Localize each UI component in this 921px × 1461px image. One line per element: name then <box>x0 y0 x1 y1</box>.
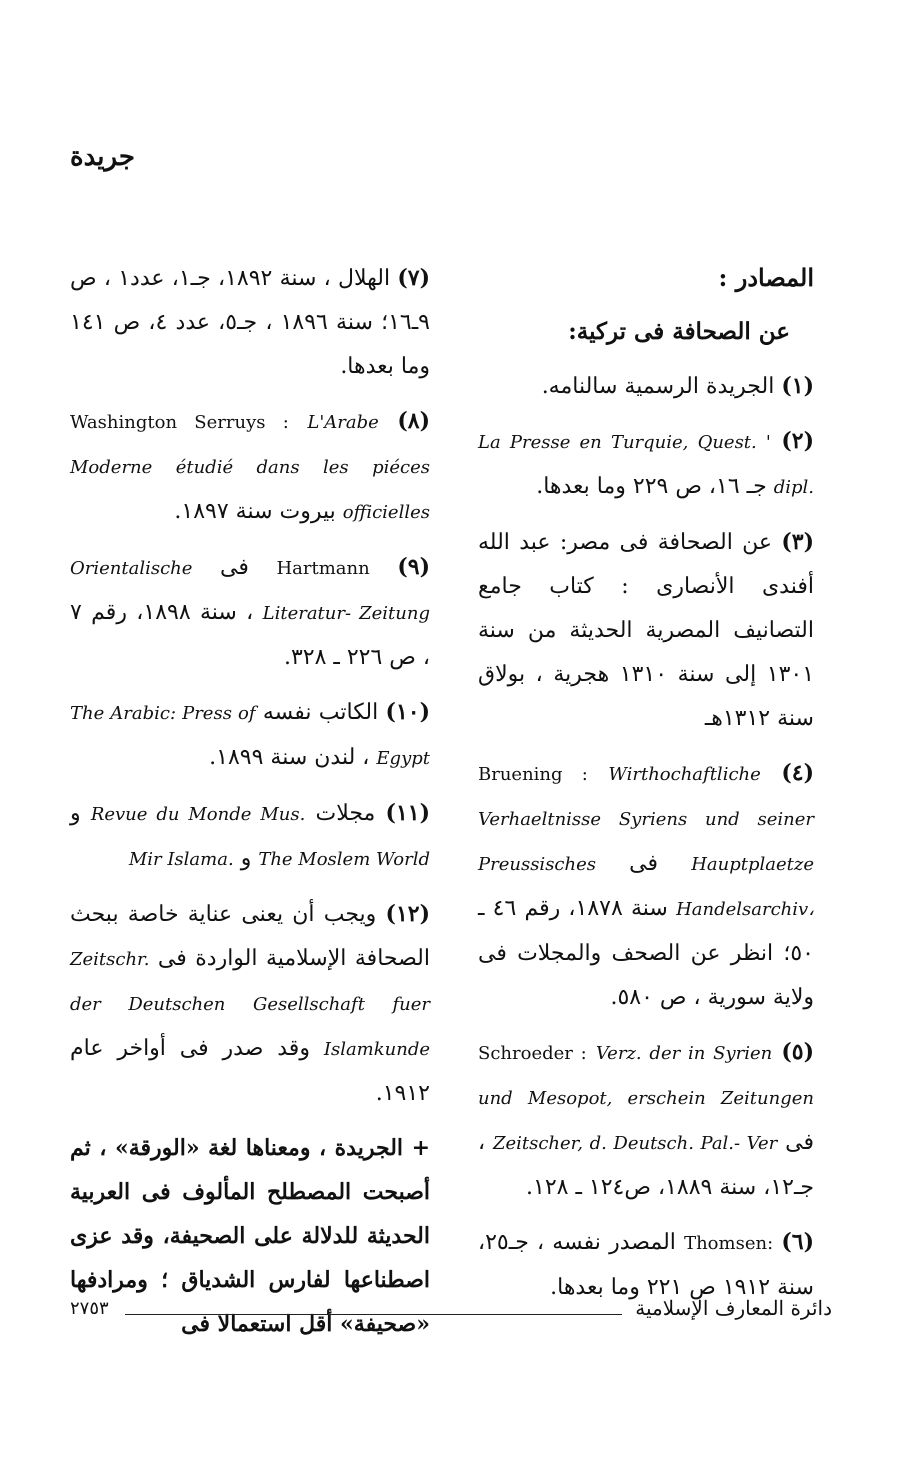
reference-item: (١٠) الكاتب نفسه The Arabic: Press of Egypt ، لندن سنة ١٨٩٩. <box>70 699 431 770</box>
reference-item: (١١) مجلات Revue du Monde Mus. و The Moslem World و Mir Islama. <box>70 800 430 871</box>
footer-title: دائرة المعارف الإسلامية <box>635 1296 832 1320</box>
reference-item: (٢) La Presse en Turquie, Quest. ' dipl. جـ ١٦، ص ٢٢٩ وما بعدها. <box>478 428 815 499</box>
reference-item: (٩) Hartmann فى Orientalische Literatur- Zeitung ، سنة ١٨٩٨، رقم ٧ ، ص ٢٢٦ ـ ٣٢٨. <box>70 554 430 670</box>
reference-item: (٥) Schroeder : Verz. der in Syrien und Mesopot, erschein Zeitungen فى Zeitscher, d. Deutsch. Pal.- Ver ، جـ١٢، سنة ١٨٨٩، ص١٢٤ ـ ١٢٨. <box>478 1039 815 1200</box>
reference-item: (٤) Bruening : Wirthochaftliche Verhaeltnisse Syriens und seiner Hauptplaetze فى Preussisches Handelsarchiv، سنة ١٨٧٨، رقم ٤٦ ـ ٥٠؛ انظر عن الصحف والمجلات فى ولاية سورية ، ص ٥٨٠. <box>478 760 815 1010</box>
reference-item: (٨) Washington Serruys : L'Arabe Moderne étudié dans les piéces officielles بيروت سنة ١٨٩٧. <box>70 408 431 524</box>
reference-item: (٧) الهلال ، سنة ١٨٩٢، جـ١، عدد١ ، ص ٩ـ١٦؛ سنة ١٨٩٦ ، جـ٥، عدد ٤، ص ١٤١ وما بعدها. <box>70 265 431 379</box>
reference-item: (٣) عن الصحافة فى مصر: عبد الله أفندى الأنصارى : كتاب جامع التصانيف المصرية الحديثة من سنة ١٣٠١ إلى سنة ١٣١٠ هجرية ، بولاق سنة ١٣١٢هـ <box>478 529 815 731</box>
reference-item: (١٢) ويجب أن يعنى عناية خاصة ببحث الصحافة الإسلامية الواردة فى Zeitschr. der Deutschen Gesellschaft fuer Islamkunde وقد صدر فى أواخر عام ١٩١٢. <box>70 901 431 1106</box>
sources-heading: المصادر : <box>718 263 814 292</box>
footer-rule <box>125 1314 622 1315</box>
right-column <box>478 256 814 1320</box>
page-number: ٢٧٥٣ <box>70 1298 109 1319</box>
article-note: + الجريدة ، ومعناها لغة «الورقة» ، ثم أصبحت المصطلح المألوف فى العربية الحديثة للدلالة على الصحيفة، وقد عزى اصطناعها لفارس الشدياق ؛ ومرادفها «صحيفة» أقل استعمالا فى <box>70 1135 430 1337</box>
reference-item: (٦) Thomsen: المصدر نفسه ، جـ٢٥، سنة ١٩١٢ ص ٢٢١ وما بعدها. <box>478 1229 814 1300</box>
left-column <box>70 256 430 1356</box>
running-title: جريدة <box>70 142 135 172</box>
sources-subheading: عن الصحافة فى تركية: <box>568 318 790 345</box>
reference-item: (١) الجريدة الرسمية سالنامه. <box>541 373 814 399</box>
page-footer <box>70 1296 832 1326</box>
